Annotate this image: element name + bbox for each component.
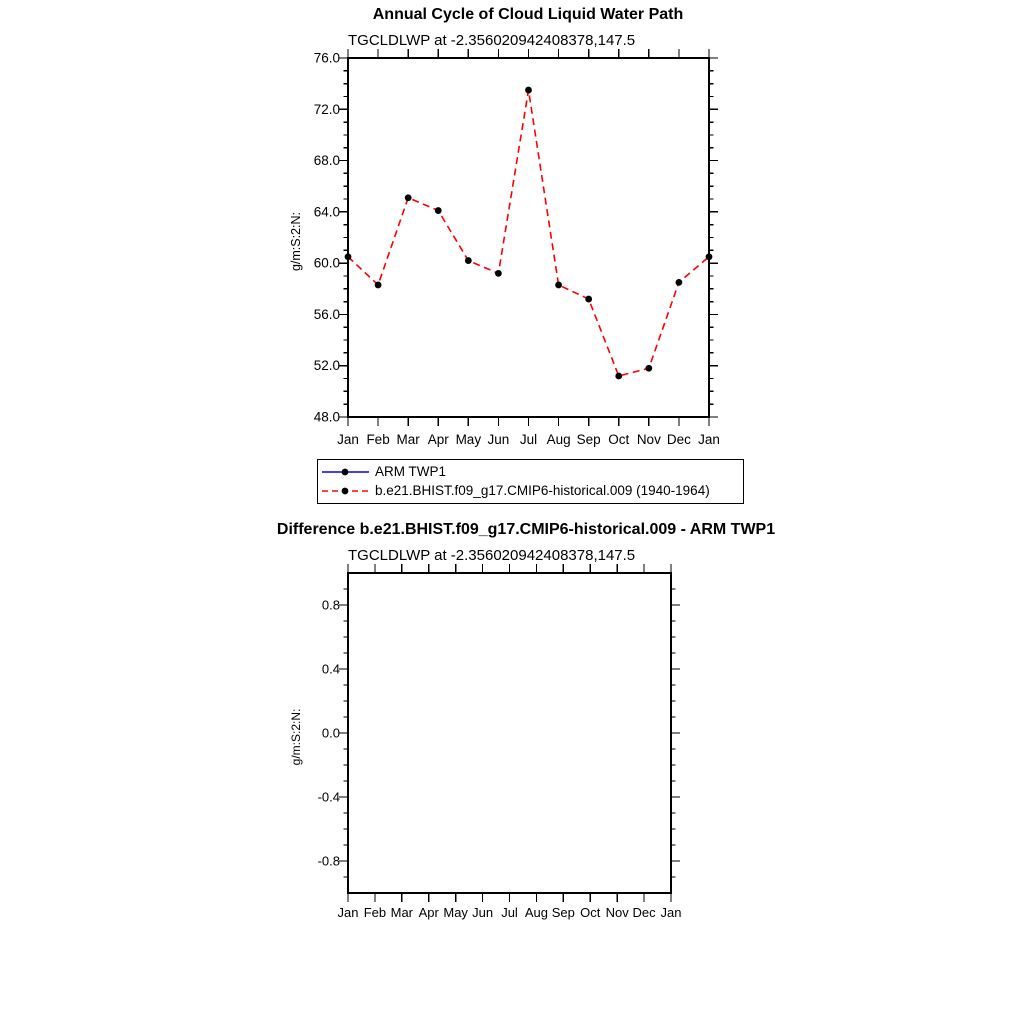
x-tick-label: Dec: [666, 432, 691, 447]
y-tick-label: 76.0: [313, 50, 340, 66]
legend-solid-line-icon: [321, 464, 371, 480]
plot-frame: [348, 58, 709, 417]
data-point-marker: [585, 296, 592, 303]
y-tick-label: 0.4: [321, 661, 340, 677]
x-tick-label: Aug: [546, 432, 571, 447]
x-tick-label: Sep: [551, 905, 575, 920]
x-tick-label: Jun: [472, 905, 494, 920]
y-tick-label: 56.0: [313, 306, 340, 322]
plot-frame: [348, 573, 671, 893]
x-tick-label: Jan: [698, 432, 720, 447]
x-tick-label: Nov: [605, 905, 629, 920]
legend-box: [317, 459, 744, 504]
y-axis-title: g/m:S:2:N:: [289, 708, 303, 766]
legend-label-arm-twp1: ARM TWP1: [375, 463, 447, 479]
legend-dashed-line-icon: [321, 483, 371, 499]
x-tick-label: May: [455, 432, 482, 447]
x-tick-label: Feb: [363, 905, 387, 920]
y-tick-label: 60.0: [313, 255, 340, 271]
data-point-marker: [706, 253, 713, 260]
data-point-marker: [645, 365, 652, 372]
x-tick-label: Nov: [636, 432, 661, 447]
top-chart-subtitle: TGCLDLWP at -2.356020942408378,147.5: [348, 32, 636, 49]
top-chart-title: Annual Cycle of Cloud Liquid Water Path: [372, 6, 684, 23]
x-tick-label: Feb: [366, 432, 390, 447]
y-tick-label: 0.8: [321, 597, 340, 613]
x-tick-label: Jul: [519, 432, 538, 447]
x-tick-label: Oct: [580, 905, 601, 920]
x-tick-label: Jan: [660, 905, 682, 920]
x-tick-label: Sep: [576, 432, 601, 447]
bottom-chart-title: Difference b.e21.BHIST.f09_g17.CMIP6-historical.009 - ARM TWP1: [276, 521, 776, 538]
data-point-marker: [435, 207, 442, 214]
y-tick-label: -0.8: [317, 853, 340, 869]
data-point-marker: [676, 279, 683, 286]
x-tick-label: Apr: [427, 432, 449, 447]
data-point-marker: [555, 282, 562, 289]
x-tick-label: Aug: [524, 905, 548, 920]
x-tick-label: Jul: [501, 905, 518, 920]
y-tick-label: 64.0: [313, 204, 340, 220]
x-tick-label: Apr: [418, 905, 439, 920]
data-point-marker: [465, 257, 472, 264]
x-tick-label: Jun: [487, 432, 510, 447]
x-tick-label: Jan: [337, 905, 359, 920]
y-tick-label: -0.4: [317, 789, 340, 805]
legend-entry-model: [321, 483, 743, 499]
data-point-marker: [495, 270, 502, 277]
legend-entry-arm-twp1: [321, 464, 743, 480]
y-axis-title: g/m:S:2:N:: [289, 211, 303, 272]
y-tick-label: 68.0: [313, 153, 340, 169]
y-tick-label: 72.0: [313, 101, 340, 117]
data-point-marker: [405, 194, 412, 201]
x-tick-label: Mar: [396, 432, 420, 447]
legend-label-model: b.e21.BHIST.f09_g17.CMIP6-historical.009 (1940-1964): [375, 483, 710, 499]
y-tick-label: 48.0: [313, 409, 340, 425]
data-point-marker: [615, 373, 622, 380]
x-tick-label: Jan: [337, 432, 359, 447]
series-line: [348, 90, 709, 376]
x-tick-label: Oct: [608, 432, 630, 447]
y-tick-label: 52.0: [313, 358, 340, 374]
x-tick-label: Mar: [390, 905, 414, 920]
y-tick-label: 0.0: [321, 725, 340, 741]
x-tick-label: Dec: [632, 905, 656, 920]
data-point-marker: [375, 282, 382, 289]
x-tick-label: May: [443, 905, 468, 920]
data-point-marker: [525, 87, 532, 94]
bottom-chart-subtitle: TGCLDLWP at -2.356020942408378,147.5: [348, 547, 636, 564]
data-point-marker: [345, 253, 352, 260]
